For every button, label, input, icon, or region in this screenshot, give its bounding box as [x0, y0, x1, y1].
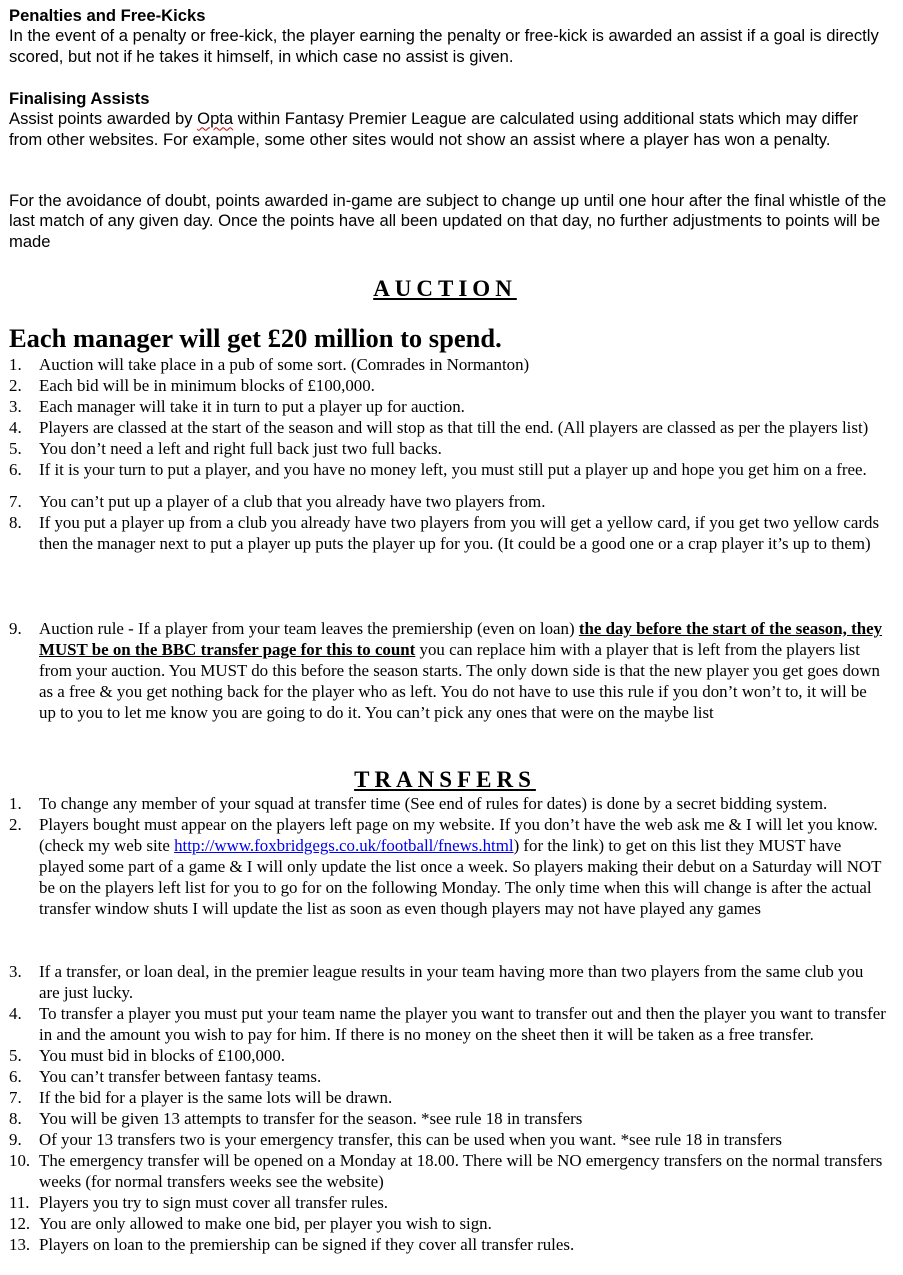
rule-text: Each manager will take it in turn to put a player up for auction.	[39, 397, 465, 416]
rule-text: You don’t need a left and right full back just two full backs.	[39, 439, 442, 458]
transfer-rule-5	[9, 1045, 887, 1066]
transfer-rule-9	[9, 1129, 887, 1150]
rule-number: 2.	[9, 815, 22, 834]
transfer-rule-13	[9, 1234, 887, 1255]
rule-number: 7.	[9, 1088, 22, 1107]
transfers-rules-list-cont	[9, 961, 887, 1255]
auction-rule-9	[9, 618, 887, 723]
rule-text: You must bid in blocks of £100,000.	[39, 1046, 286, 1065]
transfer-rule-11	[9, 1192, 887, 1213]
penalties-text: In the event of a penalty or free-kick, the player earning the penalty or free-kick is awarded an assist if a goal is directly scored, but not if he takes it himself, in which case no assist is given.	[9, 26, 879, 66]
auction-rule-3	[9, 396, 887, 417]
rule9-emphasis: the day before the start of the season, they MUST be on the BBC transfer page for this to count	[39, 619, 883, 659]
transfer-rule-1	[9, 793, 887, 814]
transfers-rules-list	[9, 793, 887, 919]
auction-rule-9-list	[9, 618, 887, 723]
rule9-text-d: you can replace him with a player that is left from the players list from your auction. You MUST do this before the season starts. The only down side is that the new player you get goes down as a free & you get nothing back for the player who as left. You do not have to use this rule if you don’t won’t to, it will be up to you to let me know you are going to do it. You can’t pick any ones that were on the maybe list	[39, 640, 880, 722]
finalising-section	[9, 89, 889, 150]
rule-text: You can’t transfer between fantasy teams.	[39, 1067, 322, 1086]
rule-number: 11.	[9, 1193, 30, 1212]
auction-rule-2	[9, 375, 887, 396]
rule-text: Auction will take place in a pub of some sort. (Comrades in Normanton)	[39, 355, 530, 374]
website-link[interactable]: http://www.foxbridgegs.co.uk/football/fnews.html	[174, 836, 514, 855]
auction-rule-1	[9, 354, 887, 375]
rule2-text-a: Players bought must appear on the players left page on my website. If you don’t have the web ask me & I will let you know. (check my web site	[39, 815, 878, 855]
rule-text: You can’t put up a player of a club that you already have two players from.	[39, 492, 546, 511]
rule-text: Of your 13 transfers two is your emergency transfer, this can be used when you want. *see rule 18 in transfers	[39, 1130, 782, 1149]
avoidance-section	[9, 191, 889, 252]
rule-number: 8.	[9, 1109, 22, 1128]
transfer-rule-3	[9, 961, 887, 1003]
auction-rule-6	[9, 459, 887, 480]
rule-number: 8.	[9, 513, 22, 532]
rule-number: 1.	[9, 355, 22, 374]
rule-number: 6.	[9, 1067, 22, 1086]
finalising-text-a: Assist points awarded by	[9, 109, 198, 129]
budget-line: Each manager will get £20 million to spend.	[9, 323, 502, 353]
rule-text: If you put a player up from a club you already have two players from you will get a yellow card, if you get two yellow cards then the manager next to put a player up puts the player up for you. (It could be a good one or a crap player it’s up to them)	[39, 513, 880, 553]
rule-number: 4.	[9, 418, 22, 437]
rule-text: You are only allowed to make one bid, per player you wish to sign.	[39, 1214, 492, 1233]
rule-text: To transfer a player you must put your team name the player you want to transfer out and then the player you want to transfer in and the amount you wish to pay for him. If there is no money on the sheet then it will be taken as a free transfer.	[39, 1004, 886, 1044]
auction-rule-8	[9, 512, 887, 554]
finalising-text	[9, 109, 889, 150]
opta-word: Opta	[197, 109, 234, 129]
transfer-rule-8	[9, 1108, 887, 1129]
rule-number: 10.	[9, 1151, 31, 1170]
rule-number: 1.	[9, 794, 22, 813]
rule-number: 5.	[9, 439, 22, 458]
transfers-heading: TRANSFERS	[354, 767, 536, 792]
penalties-heading: Penalties and Free-Kicks	[9, 6, 206, 25]
auction-rule-5	[9, 438, 887, 459]
rule-text: If the bid for a player is the same lots will be drawn.	[39, 1088, 393, 1107]
rule-text: To change any member of your squad at transfer time (See end of rules for dates) is done by a secret bidding system.	[39, 794, 828, 813]
rule2-text-b: ) for the link) to get on this list they MUST have played some part of a game & I will only update the list once a week. So players making their debut on a Saturday will NOT be on the players left list for you to go for on the following Monday. The only time when this will change is after the actual transfer window shuts I will update the list as soon as even though players may not have played any games	[39, 836, 882, 918]
rule-text: If a transfer, or loan deal, in the premier league results in your team having more than two players from the same club you are just lucky.	[39, 962, 864, 1002]
rule-number: 6.	[9, 460, 22, 479]
finalising-heading: Finalising Assists	[9, 89, 150, 108]
transfer-rule-12	[9, 1213, 887, 1234]
rule-number: 4.	[9, 1004, 22, 1023]
rule-text: Players you try to sign must cover all transfer rules.	[39, 1193, 388, 1212]
rule-number: 3.	[9, 962, 22, 981]
penalties-section	[9, 6, 889, 67]
rule-text: Players are classed at the start of the season and will stop as that till the end. (All players are classed as per the players list)	[39, 418, 869, 437]
rule-number: 9.	[9, 1130, 22, 1149]
rule-text: Each bid will be in minimum blocks of £100,000.	[39, 376, 375, 395]
rule-number: 7.	[9, 492, 22, 511]
transfer-rule-6	[9, 1066, 887, 1087]
transfer-rule-7	[9, 1087, 887, 1108]
transfer-rule-4	[9, 1003, 887, 1045]
rule-number: 9.	[9, 619, 22, 638]
auction-rules-list	[9, 354, 887, 554]
rule-text: If it is your turn to put a player, and you have no money left, you must still put a player up and hope you get him on a free.	[39, 460, 867, 479]
rule-text: The emergency transfer will be opened on a Monday at 18.00. There will be NO emergency transfers on the normal transfers weeks (for normal transfers weeks see the website)	[39, 1151, 883, 1191]
auction-rule-7	[9, 491, 887, 512]
rule-text: Players on loan to the premiership can be signed if they cover all transfer rules.	[39, 1235, 575, 1254]
finalising-text-b: within Fantasy Premier League are calculated using additional stats which may differ from other websites. For example, some other sites would not show an assist where a player has won a penalty.	[9, 109, 859, 149]
rule9-text-b: If a player from your team leaves the premiership (even on loan)	[137, 619, 579, 638]
transfer-rule-10	[9, 1150, 887, 1192]
rule-number: 13.	[9, 1235, 31, 1254]
transfer-rule-2	[9, 814, 887, 919]
auction-rule-4	[9, 417, 887, 438]
rule-number: 5.	[9, 1046, 22, 1065]
rule-number: 3.	[9, 397, 22, 416]
rule-text: You will be given 13 attempts to transfer for the season. *see rule 18 in transfers	[39, 1109, 583, 1128]
auction-heading: AUCTION	[373, 276, 517, 301]
rule-number: 2.	[9, 376, 22, 395]
rule9-label: Auction rule -	[39, 619, 138, 638]
rule-number: 12.	[9, 1214, 31, 1233]
avoidance-text: For the avoidance of doubt, points awarded in-game are subject to change up until one hour after the final whistle of the last match of any given day. Once the points have all been updated on that day, no further adjustments to points will be made	[9, 191, 887, 251]
